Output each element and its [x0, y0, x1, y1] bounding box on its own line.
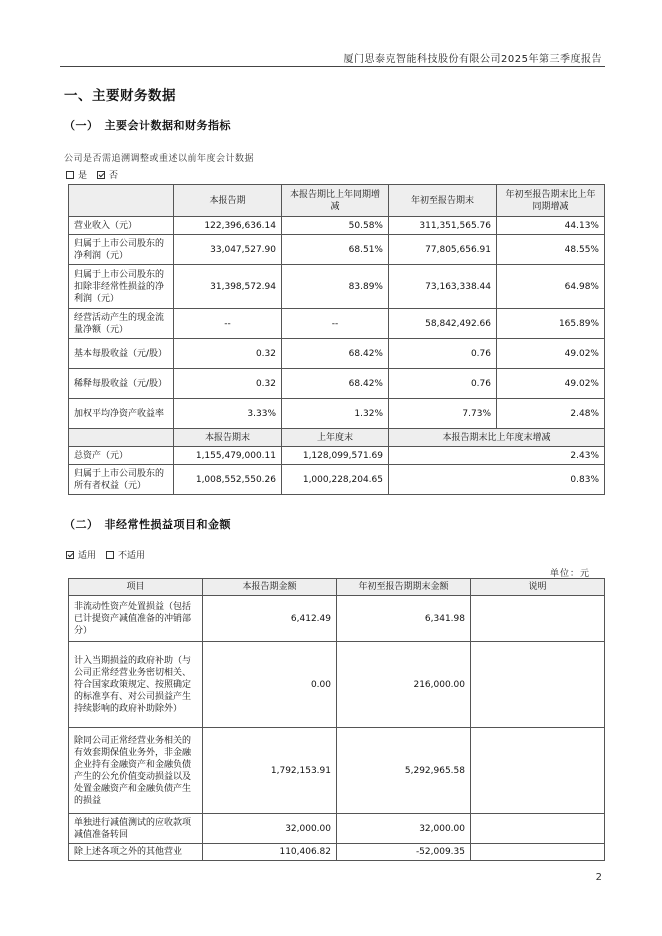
table-header-row [69, 579, 605, 596]
restate-yes-label: 是 [78, 171, 88, 181]
cell-value: 311,351,565.76 [389, 217, 497, 235]
cell-value: -- [174, 309, 282, 339]
cell-value: 50.58% [282, 217, 389, 235]
cell-value: 58,842,492.66 [389, 309, 497, 339]
cell-value: 1,128,099,571.69 [282, 447, 389, 465]
cell-value: 165.89% [497, 309, 605, 339]
table-header-yoy-change: 本报告期比上年同期增减 [282, 185, 389, 217]
report-header: 厦门思泰克智能科技股份有限公司2025年第三季度报告 [343, 54, 602, 65]
cell-note [471, 814, 605, 844]
cell-value: -52,009.35 [337, 844, 471, 861]
row-label: 基本每股收益（元/股） [69, 339, 174, 369]
table-row [69, 265, 605, 309]
row-label: 除同公司正常经营业务相关的有效套期保值业务外，非金融企业持有金融资产和金融负债产生的公允价值变动损益以及处置金融资产和金融负债产生的损益 [69, 728, 203, 814]
table-header-notes: 说明 [471, 579, 605, 596]
cell-value: 1,155,479,000.11 [174, 447, 282, 465]
table-row [69, 339, 605, 369]
table-header-blank [69, 185, 174, 217]
applicable-checkbox[interactable] [66, 551, 74, 559]
cell-value: 77,805,656.91 [389, 235, 497, 265]
cell-value: 0.32 [174, 369, 282, 399]
cell-note [471, 844, 605, 861]
table-row [69, 844, 605, 861]
cell-value: 49.02% [497, 339, 605, 369]
row-label: 营业收入（元） [69, 217, 174, 235]
cell-value: 73,163,338.44 [389, 265, 497, 309]
table-header-ytd-amount: 年初至报告期期末金额 [337, 579, 471, 596]
subsection-title-non-recurring: （二） 非经常性损益项目和金额 [64, 518, 231, 531]
table-row [69, 235, 605, 265]
row-label: 加权平均净资产收益率 [69, 399, 174, 429]
cell-value: 3.33% [174, 399, 282, 429]
cell-value: 110,406.82 [203, 844, 337, 861]
row-label: 归属于上市公司股东的扣除非经常性损益的净利润（元） [69, 265, 174, 309]
cell-value: 31,398,572.94 [174, 265, 282, 309]
key-financial-table [68, 184, 605, 495]
row-label: 单独进行减值测试的应收款项减值准备转回 [69, 814, 203, 844]
table-row [69, 465, 605, 495]
applicable-label: 适用 [78, 551, 97, 561]
restate-question: 公司是否需追溯调整或重述以前年度会计数据 [64, 154, 255, 164]
table-header-current-period: 本报告期 [174, 185, 282, 217]
row-label: 稀释每股收益（元/股） [69, 369, 174, 399]
table-header-ytd: 年初至报告期末 [389, 185, 497, 217]
table-header-item: 项目 [69, 579, 203, 596]
table-row [69, 399, 605, 429]
not-applicable-label: 不适用 [118, 551, 146, 561]
restate-options [66, 168, 118, 181]
page-number: 2 [595, 872, 602, 883]
row-label: 总资产（元） [69, 447, 174, 465]
cell-value: 32,000.00 [337, 814, 471, 844]
row-label: 除上述各项之外的其他营业 [69, 844, 203, 861]
cell-value: 1,792,153.91 [203, 728, 337, 814]
header-divider [60, 66, 605, 67]
cell-value: 68.51% [282, 235, 389, 265]
cell-value: 2.48% [497, 399, 605, 429]
table-row [69, 309, 605, 339]
non-recurring-table [68, 578, 605, 861]
subsection-title-key-indicators: （一） 主要会计数据和财务指标 [64, 119, 231, 132]
table-row [69, 642, 605, 728]
cell-value: 68.42% [282, 339, 389, 369]
restate-no-checkbox[interactable] [97, 171, 105, 179]
table-subheader-row [69, 429, 605, 447]
table-row [69, 814, 605, 844]
cell-value: 0.32 [174, 339, 282, 369]
cell-value: 7.73% [389, 399, 497, 429]
table-header-ytd-change: 年初至报告期末比上年同期增减 [497, 185, 605, 217]
row-label: 经营活动产生的现金流量净额（元） [69, 309, 174, 339]
cell-value: -- [282, 309, 389, 339]
cell-value: 0.00 [203, 642, 337, 728]
cell-note [471, 596, 605, 642]
row-label: 非流动性资产处置损益（包括已计提资产减值准备的冲销部分） [69, 596, 203, 642]
cell-value: 0.76 [389, 339, 497, 369]
table-header-current-amount: 本报告期金额 [203, 579, 337, 596]
cell-value: 1.32% [282, 399, 389, 429]
cell-value: 33,047,527.90 [174, 235, 282, 265]
table-row [69, 728, 605, 814]
applicable-options [66, 548, 145, 561]
cell-note [471, 728, 605, 814]
subheader-blank [69, 429, 174, 447]
cell-value: 6,341.98 [337, 596, 471, 642]
row-label: 归属于上市公司股东的所有者权益（元） [69, 465, 174, 495]
cell-note [471, 642, 605, 728]
cell-value: 5,292,965.58 [337, 728, 471, 814]
table-row [69, 217, 605, 235]
cell-value: 2.43% [389, 447, 605, 465]
cell-value: 48.55% [497, 235, 605, 265]
cell-value: 44.13% [497, 217, 605, 235]
section-title-financial-data: 一、主要财务数据 [64, 88, 176, 104]
restate-yes-checkbox[interactable] [66, 171, 74, 179]
cell-value: 216,000.00 [337, 642, 471, 728]
unit-label: 单位：元 [549, 569, 590, 579]
not-applicable-checkbox[interactable] [106, 551, 114, 559]
cell-value: 0.76 [389, 369, 497, 399]
cell-value: 49.02% [497, 369, 605, 399]
cell-value: 0.83% [389, 465, 605, 495]
cell-value: 1,008,552,550.26 [174, 465, 282, 495]
cell-value: 64.98% [497, 265, 605, 309]
cell-value: 83.89% [282, 265, 389, 309]
subheader-change: 本报告期末比上年度末增减 [389, 429, 605, 447]
table-row [69, 369, 605, 399]
row-label: 计入当期损益的政府补助（与公司正常经营业务密切相关、符合国家政策规定、按照确定的标准享有、对公司损益产生持续影响的政府补助除外） [69, 642, 203, 728]
table-row [69, 447, 605, 465]
subheader-period-end: 本报告期末 [174, 429, 282, 447]
cell-value: 68.42% [282, 369, 389, 399]
table-row [69, 596, 605, 642]
subheader-prior-year-end: 上年度末 [282, 429, 389, 447]
cell-value: 1,000,228,204.65 [282, 465, 389, 495]
cell-value: 32,000.00 [203, 814, 337, 844]
table-header-row [69, 185, 605, 217]
cell-value: 6,412.49 [203, 596, 337, 642]
restate-no-label: 否 [109, 171, 119, 181]
row-label: 归属于上市公司股东的净利润（元） [69, 235, 174, 265]
cell-value: 122,396,636.14 [174, 217, 282, 235]
